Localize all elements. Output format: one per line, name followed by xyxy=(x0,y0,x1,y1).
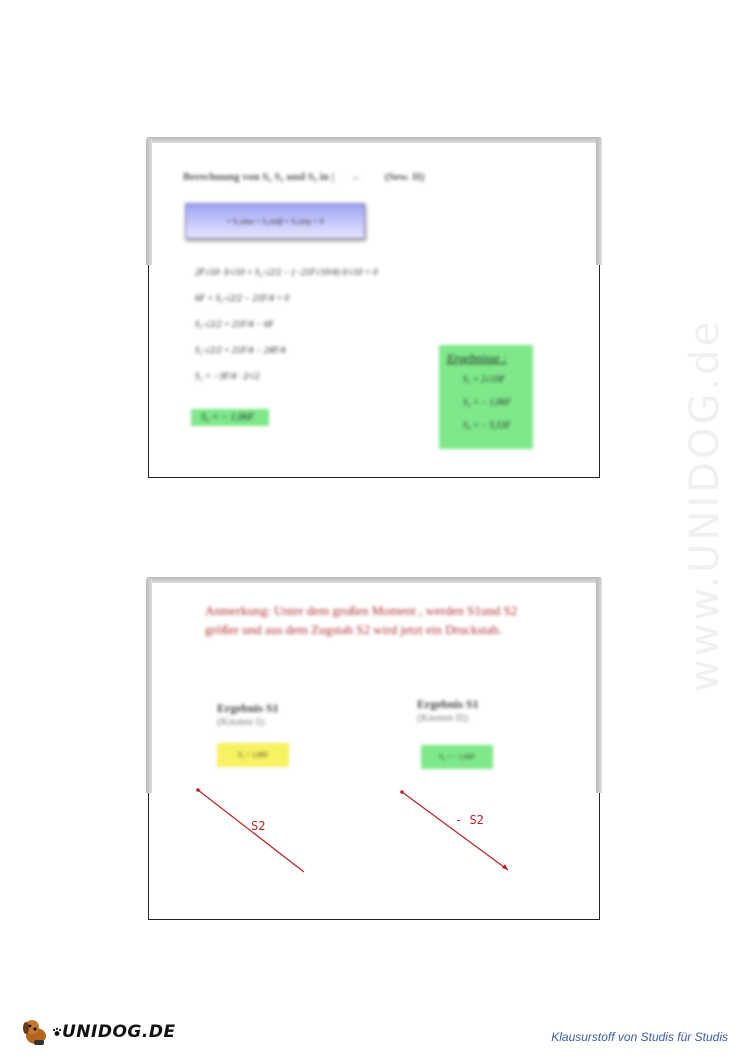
dog-logo-icon xyxy=(20,1016,52,1048)
math-line: 6F + S₂·√2/2 − 21F/4 = 0 xyxy=(195,293,290,303)
math-line: S₂ = −3F/4 · 2/√2 xyxy=(195,371,260,381)
member-label-s2: S2 xyxy=(251,819,266,833)
ergebnis-line: S₁ = 2√10F xyxy=(463,374,506,384)
ergebnis-line: S₃ = − 5,53F xyxy=(463,420,511,430)
math-line: S₂·√2/2 = 21F/4 − 6F xyxy=(195,319,274,329)
result-left-title: Ergebnis S1 xyxy=(217,701,279,715)
reference-text: (Sew. II) xyxy=(384,171,425,183)
math-line: 2F√10· 3/√10 + S₂·√2/2 − (−21F√10/4)·3/√10 = 0 xyxy=(195,267,378,277)
result-left-sub: (Knoten I): xyxy=(217,716,267,728)
truss-member-minus-s2-line xyxy=(402,792,508,870)
slide-calculation xyxy=(148,138,600,478)
math-line: S₂·√2/2 = 21F/4 − 24F/4 xyxy=(195,345,286,355)
node-point xyxy=(400,790,404,794)
ergebnisse-box xyxy=(439,345,533,449)
paw-icon xyxy=(52,1027,62,1037)
result-left-value: S₂ = 1,06F xyxy=(238,751,268,759)
arrow-left-icon: ← xyxy=(350,171,362,183)
equilibrium-formula-box xyxy=(185,203,365,239)
watermark: www.UNIDOG.de xyxy=(682,318,728,692)
footer-tagline: Klausurstoff von Studis für Studis xyxy=(551,1030,728,1044)
ergebnisse-heading: Ergebnisse : xyxy=(447,351,507,365)
slide-frame-right xyxy=(596,139,602,265)
result-right-value: S₂ = − 1,06F xyxy=(439,753,475,761)
logo-text: UNIDOG.DE xyxy=(62,1022,176,1042)
arrow-head-icon xyxy=(502,864,508,870)
slide-remark xyxy=(148,578,600,920)
truss-members-drawing xyxy=(148,578,600,920)
remark-text: Anmerkung: Unter dem großen Moment , werden S1und S2 größer und aus dem Zugstab S2 wird jetzt ein Druckstab. xyxy=(205,603,518,637)
node-point xyxy=(196,788,200,792)
member-label-minus-s2: - S2 xyxy=(455,813,484,827)
slide-title xyxy=(183,171,424,183)
footer-logo xyxy=(20,1015,176,1049)
ergebnis-line: S₂ = − 1,06F xyxy=(463,397,511,407)
title-text: Berechnung von S₁ S₂ und S₃ in | xyxy=(183,171,335,183)
formula-text: = S₁sinα + S₂sinβ + S₃sinγ = 0 xyxy=(226,216,324,226)
slide-frame xyxy=(147,137,601,143)
slide-frame-left xyxy=(146,139,152,265)
result-right-sub: (Knoten II): xyxy=(417,712,470,724)
result-s2-text: S₂ = − 1,06F xyxy=(201,412,255,423)
result-right-title: Ergebnis S1 xyxy=(417,697,479,711)
math-derivation xyxy=(195,259,378,389)
result-s2-box xyxy=(191,409,269,426)
